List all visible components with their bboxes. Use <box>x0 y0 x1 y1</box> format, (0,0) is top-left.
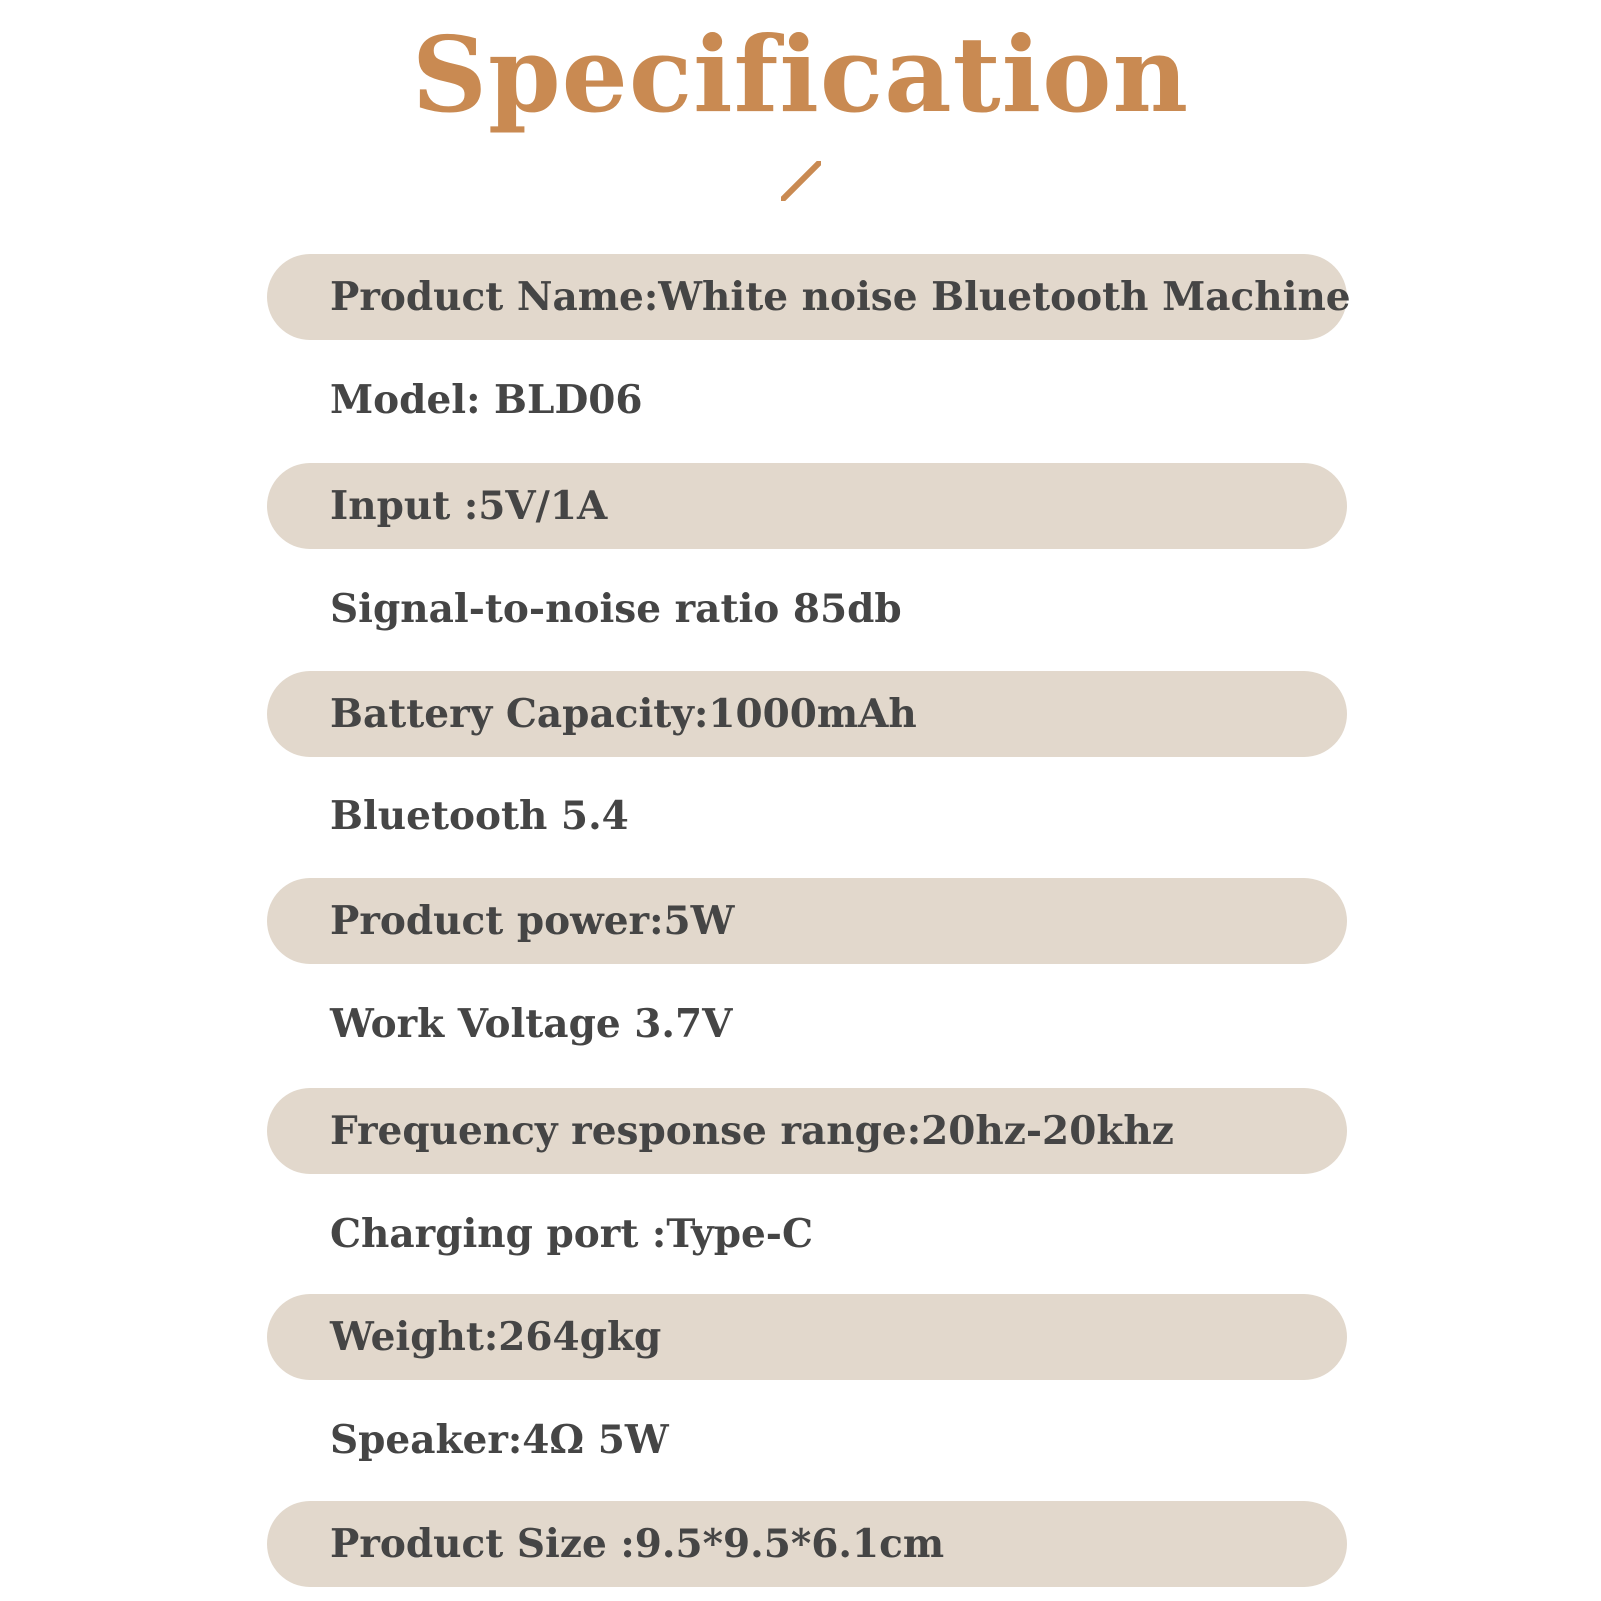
spec-text: Bluetooth 5.4 <box>330 793 629 839</box>
spec-row-charging-port <box>267 1191 1347 1277</box>
spec-row-size <box>267 1501 1347 1587</box>
spec-text: Charging port :Type-C <box>330 1211 814 1257</box>
spec-row-voltage <box>267 981 1347 1067</box>
spec-text: Product power:5W <box>330 898 735 944</box>
spec-row-bluetooth <box>267 773 1347 859</box>
spec-text: Model: BLD06 <box>330 377 643 423</box>
spec-text: Signal-to-noise ratio 85db <box>330 586 902 632</box>
page-title: Specification <box>411 13 1190 136</box>
spec-text: Input :5V/1A <box>330 483 608 529</box>
spec-row-weight <box>267 1294 1347 1380</box>
spec-row-product-name <box>267 254 1351 340</box>
spec-row-model <box>267 357 1347 443</box>
spec-text: Product Size :9.5*9.5*6.1cm <box>330 1521 945 1567</box>
spec-row-battery <box>267 671 1347 757</box>
spec-text: Battery Capacity:1000mAh <box>330 691 917 737</box>
spec-row-snr <box>267 566 1347 652</box>
spec-text: Speaker:4Ω 5W <box>330 1417 669 1463</box>
spec-text: Work Voltage 3.7V <box>330 1001 733 1047</box>
spec-text: Frequency response range:20hz-20khz <box>330 1108 1174 1154</box>
spec-row-speaker <box>267 1397 1347 1483</box>
spec-row-frequency <box>267 1088 1347 1174</box>
spec-row-power <box>267 878 1347 964</box>
spec-text: Weight:264gkg <box>330 1314 662 1360</box>
spec-text: Product Name:White noise Bluetooth Machine <box>330 274 1351 320</box>
spec-row-input <box>267 463 1347 549</box>
